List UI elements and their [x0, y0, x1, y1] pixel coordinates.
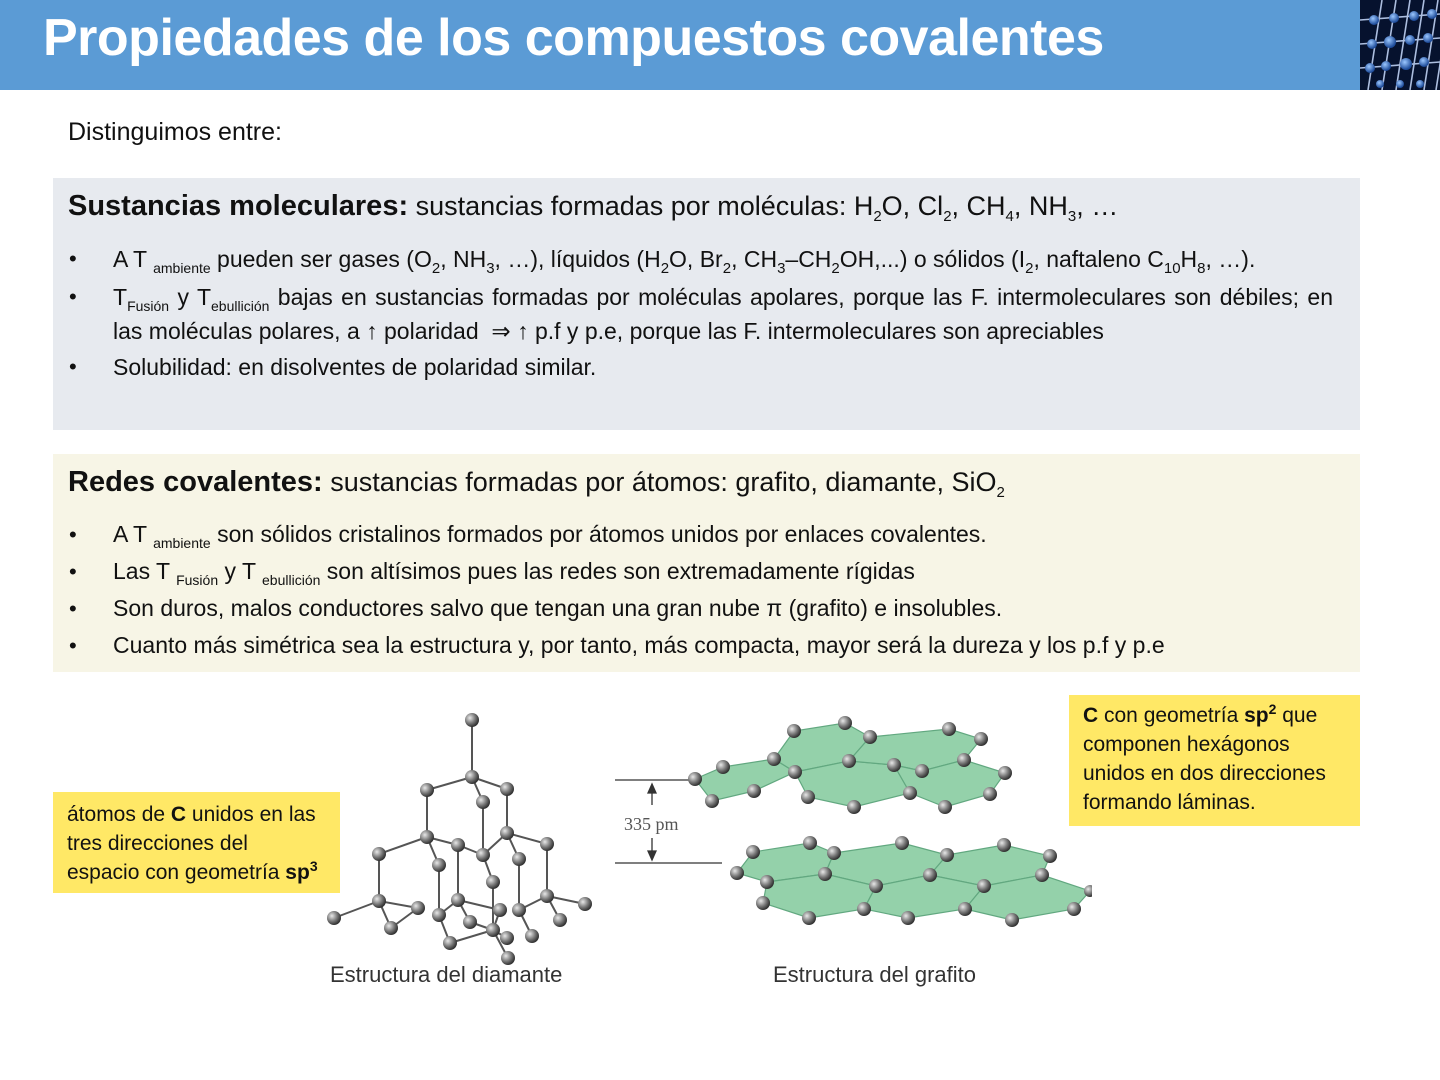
network-bullet-state: • A T $_{ambiente}$ son sólidos cristalinos formados por átomos unidos por enlaces covalentes. — [53, 516, 1353, 553]
title-bar — [0, 0, 1360, 90]
network-heading-bold: Redes covalentes: — [68, 466, 323, 498]
molecular-heading — [68, 190, 1118, 223]
diamond-callout: átomos de C unidos en las tres direcciones del espacio con geometría $sp^3$ — [53, 792, 340, 893]
layer-distance-label: 335 pm — [624, 814, 679, 834]
covalent-networks-panel — [53, 454, 1360, 672]
diamond-caption: Estructura del diamante — [330, 962, 563, 987]
network-bullet-temperatures: • Las T $_{Fusión}$ y T $_{ebullición}$ son altísimos pues las redes son extremadamente rígidas — [53, 553, 1353, 590]
intro-text: Distinguimos entre: — [68, 118, 282, 146]
molecular-heading-text: sustancias formadas por moléculas: $H_2O$, $Cl_2$, $CH_4$, $NH_3$, … — [415, 191, 1119, 225]
molecular-bullet-state: • A T $_{ambiente}$ pueden ser gases ($O_2$, $NH_3$, …), líquidos ($H_2O$, $Br_2$, $CH_3-CH_2OH$,...) o sólidos ($I_2$, naftaleno $C_{10}H_8$, …). — [53, 242, 1333, 276]
network-heading — [68, 466, 1005, 499]
graphite-structure-diagram — [612, 700, 1092, 930]
graphite-caption: Estructura del grafito — [773, 962, 976, 987]
diamond-structure-diagram — [320, 700, 600, 970]
network-bullet-hardness: • Son duros, malos conductores salvo que tengan una gran nube π (grafito) e insolubles. — [53, 590, 1353, 627]
network-heading-text: sustancias formadas por átomos: grafito, diamante, SiO$_2$ — [330, 467, 1005, 501]
network-bullets — [53, 516, 1353, 664]
molecular-heading-bold: Sustancias moleculares: — [68, 190, 409, 222]
crystal-lattice-icon — [1360, 0, 1440, 90]
slide-title: Propiedades de los compuestos covalentes — [43, 9, 1104, 67]
network-bullet-symmetry: • Cuanto más simétrica sea la estructura y, por tanto, más compacta, mayor será la dureza y los p.f y p.e — [53, 627, 1353, 664]
molecular-bullets — [53, 242, 1353, 384]
graphite-callout: C con geometría $sp^2$ que componen hexágonos unidos en dos direcciones formando láminas. — [1069, 695, 1360, 826]
molecular-substances-panel — [53, 178, 1360, 430]
molecular-bullet-temperatures: • $T_{Fusión}$ y $T_{ebullición}$ bajas en sustancias formadas por moléculas apolares, porque las F. intermoleculares son débiles; en las moléculas polares, a ↑ polaridad ⇒ ↑ p.f y p.e, porque las F. intermoleculares son apreciables — [53, 280, 1333, 348]
molecular-bullet-solubility: • Solubilidad: en disolventes de polaridad similar. — [53, 350, 1353, 384]
crystal-lattice-image — [1360, 0, 1440, 90]
